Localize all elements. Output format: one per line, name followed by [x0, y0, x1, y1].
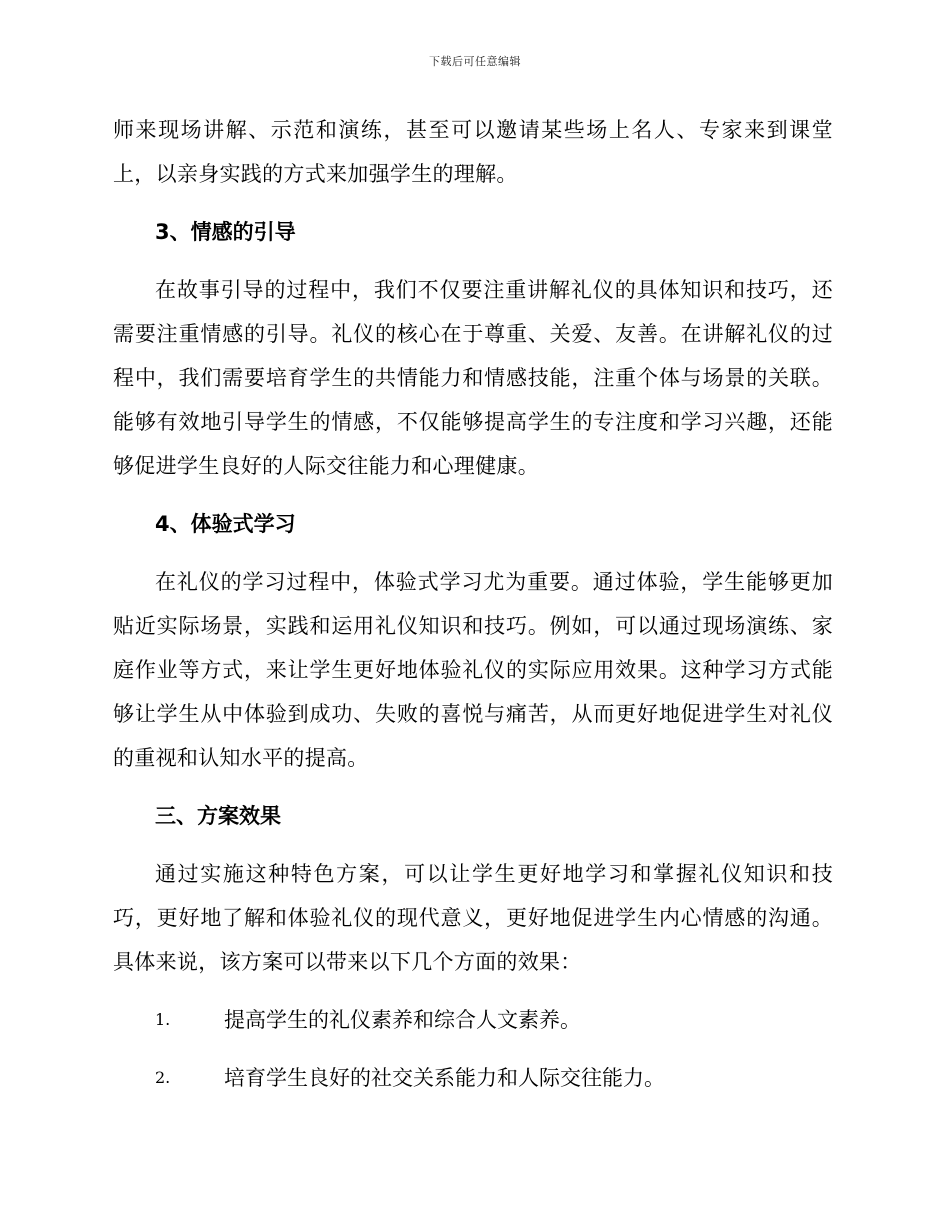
document-body — [113, 108, 833, 1100]
paragraph-continuation: 师来现场讲解、示范和演练，甚至可以邀请某些场上名人、专家来到课堂上，以亲身实践的方式来加强学生的理解。 — [113, 118, 833, 186]
heading-experiential-learning: 4、体验式学习 — [155, 512, 296, 536]
heading-emotion-guidance: 3、情感的引导 — [155, 220, 296, 244]
list-item-text: 培育学生良好的社交关系能力和人际交往能力。 — [224, 1066, 665, 1090]
list-item — [113, 1056, 833, 1100]
list-item-number: 1. — [155, 1010, 171, 1029]
paragraph-program-effects: 通过实施这种特色方案，可以让学生更好地学习和掌握礼仪知识和技巧，更好地了解和体验礼仪的现代意义，更好地促进学生内心情感的沟通。具体来说，该方案可以带来以下几个方面的效果： — [113, 862, 833, 974]
heading-program-effects: 三、方案效果 — [155, 804, 281, 828]
paragraph-emotion-guidance: 在故事引导的过程中，我们不仅要注重讲解礼仪的具体知识和技巧，还需要注重情感的引导。礼仪的核心在于尊重、关爱、友善。在讲解礼仪的过程中，我们需要培育学生的共情能力和情感技能，注重个体与场景的关联。能够有效地引导学生的情感，不仅能够提高学生的专注度和学习兴趣，还能够促进学生良好的人际交往能力和心理健康。 — [113, 278, 833, 478]
list-item-number: 2. — [155, 1068, 171, 1087]
effects-list — [113, 998, 833, 1100]
list-item-text: 提高学生的礼仪素养和综合人文素养。 — [224, 1008, 581, 1032]
page-header: 下载后可任意编辑 — [429, 55, 521, 68]
list-item — [113, 998, 833, 1042]
paragraph-experiential-learning: 在礼仪的学习过程中，体验式学习尤为重要。通过体验，学生能够更加贴近实际场景，实践和运用礼仪知识和技巧。例如，可以通过现场演练、家庭作业等方式，来让学生更好地体验礼仪的实际应用效果。这种学习方式能够让学生从中体验到成功、失败的喜悦与痛苦，从而更好地促进学生对礼仪的重视和认知水平的提高。 — [113, 570, 833, 770]
